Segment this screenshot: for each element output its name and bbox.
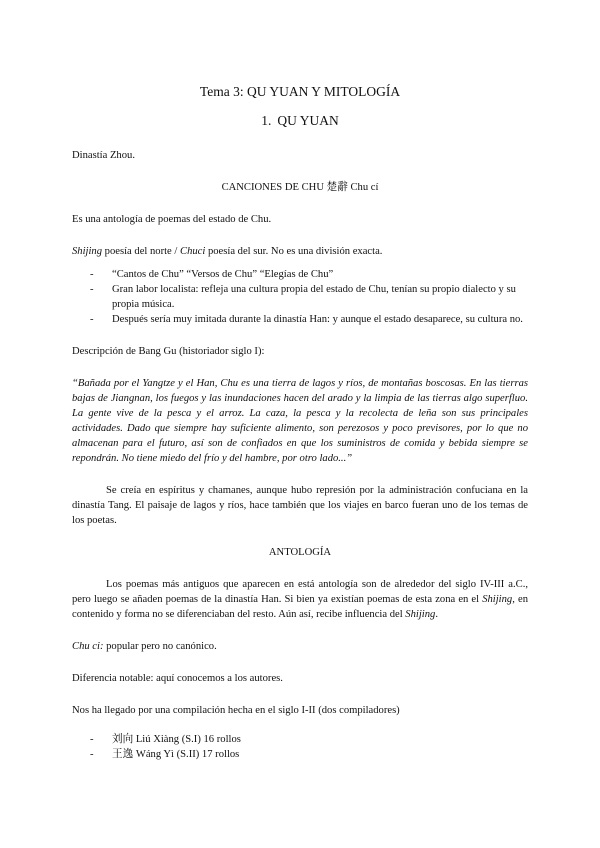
list-item: - 刘向 Liú Xiàng (S.I) 16 rollos (90, 734, 241, 745)
antologia-paragraph: Los poemas más antiguos que aparecen en está antología son de alrededor del siglo IV-III a.C., pero luego se añaden poemas de la dinastía Han. Si bien ya existían poemas de esta zona en el Shijing, en contenido y forma no se diferenciaban del resto. Aún así, recibe influencia del Shijing. (72, 579, 529, 620)
chuci-term: Chu ci: (72, 641, 104, 652)
bang-gu-label: Descripción de Bang Gu (historiador siglo I): (72, 346, 265, 357)
bang-gu-quote: “Bañada por el Yangtze y el Han, Chu es una tierra de lagos y ríos, de montañas boscosas. En las tierras bajas de Jiangnan, los fuegos y las inundaciones hacen del arado y la limpia de las tierras algo superfluo. La gente vive de la pesca y el arroz. La caza, la pesca y la recolecta de leña son sus principales actividades. Dado que siempre hay suficiente alimento, son perezosos y poco previsores, por lo que no almacenan para el futuro, así son de confiados en que los suministros de comida y bebida siempre se repondrán. No tiene miedo del frío y del hambre, por otro lado...” (72, 378, 528, 464)
dynasty-line: Dinastía Zhou. (72, 150, 135, 161)
section-heading (72, 113, 528, 128)
section-number: 1. (261, 113, 272, 128)
chuci-term: Chuci (180, 246, 206, 257)
shijing-term: Shijing (405, 609, 436, 620)
intro-paragraph: Es una antología de poemas del estado de Chu. (72, 214, 272, 225)
compilers-list (72, 732, 528, 762)
shijing-term: Shijing (72, 246, 103, 257)
chu-bullet-list (72, 267, 528, 327)
authors-line: Diferencia notable: aquí conocemos a los autores. (72, 673, 283, 684)
shijing-chuci-line (72, 244, 528, 259)
compilation-line: Nos ha llegado por una compilación hecha en el siglo I-II (dos compiladores) (72, 705, 400, 716)
shijing-term: Shijing (482, 594, 513, 605)
document-body (72, 84, 528, 762)
list-item: - “Cantos de Chu” “Versos de Chu” “Elegías de Chu” (90, 269, 334, 280)
subsection-title-chu: CANCIONES DE CHU 楚辭 Chu cí (221, 182, 379, 193)
list-item: - Gran labor localista: refleja una cultura propia del estado de Chu, tenían su propio dialecto y su propia música. (90, 284, 516, 310)
list-item: - 王逸 Wáng Yì (S.II) 17 rollos (90, 749, 240, 760)
subsection-title-antologia: ANTOLOGÍA (268, 547, 332, 558)
chuci-popular-line: Chu ci: popular pero no canónico. (72, 641, 217, 652)
spirits-paragraph: Se creía en espíritus y chamanes, aunque hubo represión por la administración confuciana en la dinastía Tang. El paisaje de lagos y ríos, hace también que los viajes en barco fueran uno de los temas de los poetas. (72, 485, 528, 526)
list-item: - Después sería muy imitada durante la dinastía Han: y aunque el estado desaparece, su cultura no. (90, 314, 523, 325)
document-title: Tema 3: QU YUAN Y MITOLOGÍA (199, 84, 401, 99)
chuci-desc: poesía del sur. No es una división exacta. (205, 246, 383, 257)
section-heading-text: QU YUAN (277, 113, 339, 128)
shijing-desc: poesía del norte / (102, 246, 180, 257)
